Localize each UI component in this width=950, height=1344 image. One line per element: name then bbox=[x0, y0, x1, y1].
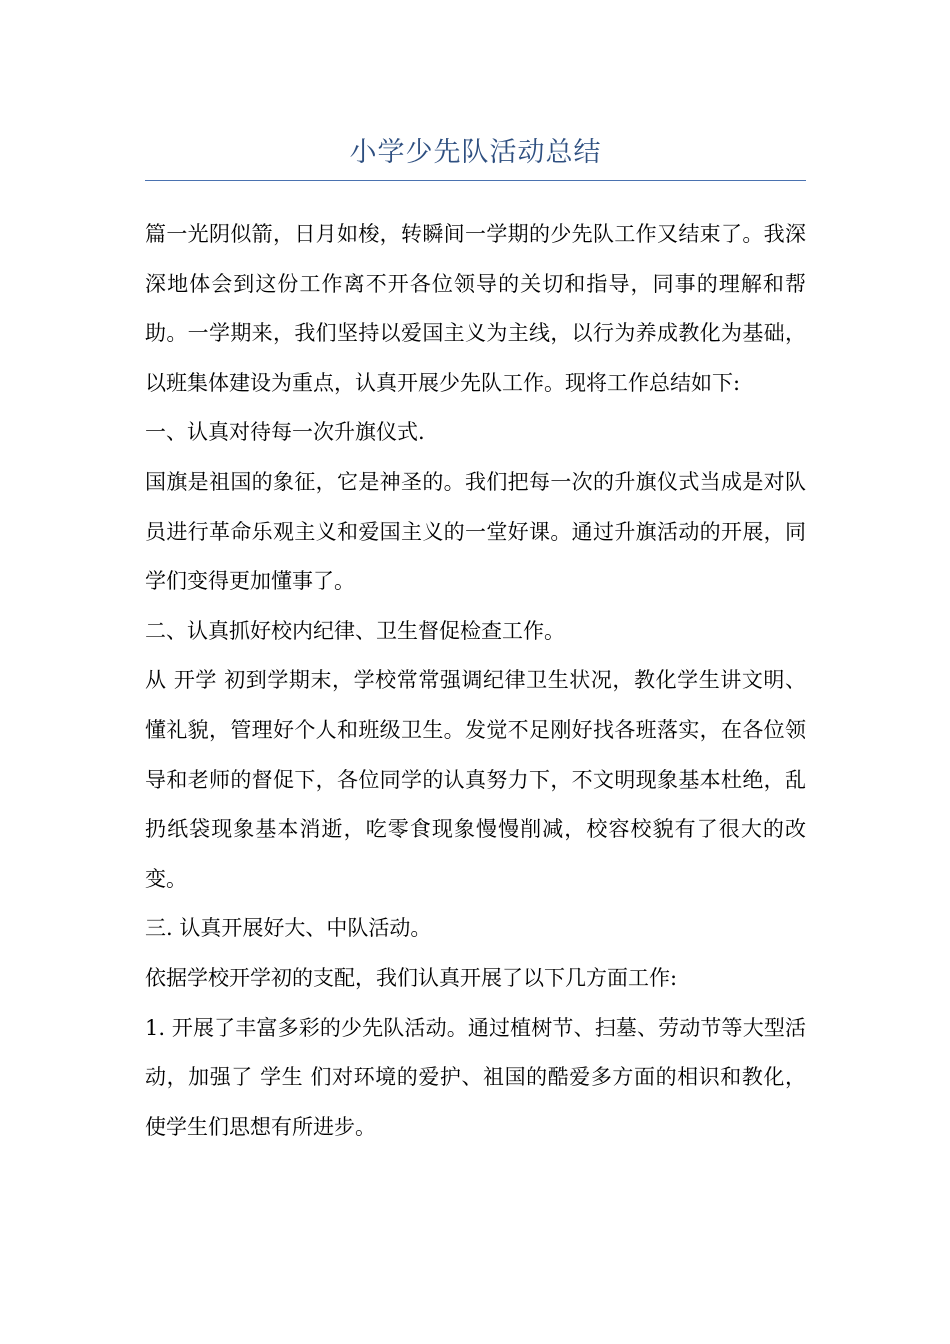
paragraph-section-3: 依据学校开学初的支配，我们认真开展了以下几方面工作: bbox=[145, 965, 678, 990]
heading-section-2: 二、认真抓好校内纪律、卫生督促检查工作。 bbox=[145, 618, 565, 643]
paragraph-item-1: 1. 开展了丰富多彩的少先队活动。通过植树节、扫墓、劳动节等大型活动，加强了 学生 们对环境的爱护、祖国的酷爱多方面的相识和教化，使学生们思想有所进步。 bbox=[145, 1015, 806, 1139]
heading-section-1: 一、认真对待每一次升旗仪式. bbox=[145, 420, 425, 445]
paragraph-section-2: 从 开学 初到学期末，学校常常强调纪律卫生状况，教化学生讲文明、懂礼貌，管理好个人和班级卫生。发觉不足刚好找各班落实，在各位领导和老师的督促下，各位同学的认真努力下，不文明现象基本杜绝，乱扔纸袋现象基本消逝，吃零食现象慢慢削减，校容校貌有了很大的改变。 bbox=[145, 668, 806, 891]
paragraph-section-1: 国旗是祖国的象征，它是神圣的。我们把每一次的升旗仪式当成是对队员进行革命乐观主义和爱国主义的一堂好课。通过升旗活动的开展，同学们变得更加懂事了。 bbox=[145, 469, 806, 594]
heading-section-3: 三. 认真开展好大、中队活动。 bbox=[145, 916, 432, 941]
paragraph-intro: 篇一光阴似箭，日月如梭，转瞬间一学期的少先队工作又结束了。我深深地体会到这份工作离不开各位领导的关切和指导，同事的理解和帮助。一学期来，我们坚持以爱国主义为主线，以行为养成教化为基础，以班集体建设为重点，认真开展少先队工作。现将工作总结如下: bbox=[145, 222, 806, 395]
document-body bbox=[145, 210, 806, 1152]
title-divider bbox=[145, 180, 806, 181]
document-title: 小学少先队活动总结 bbox=[349, 137, 602, 168]
